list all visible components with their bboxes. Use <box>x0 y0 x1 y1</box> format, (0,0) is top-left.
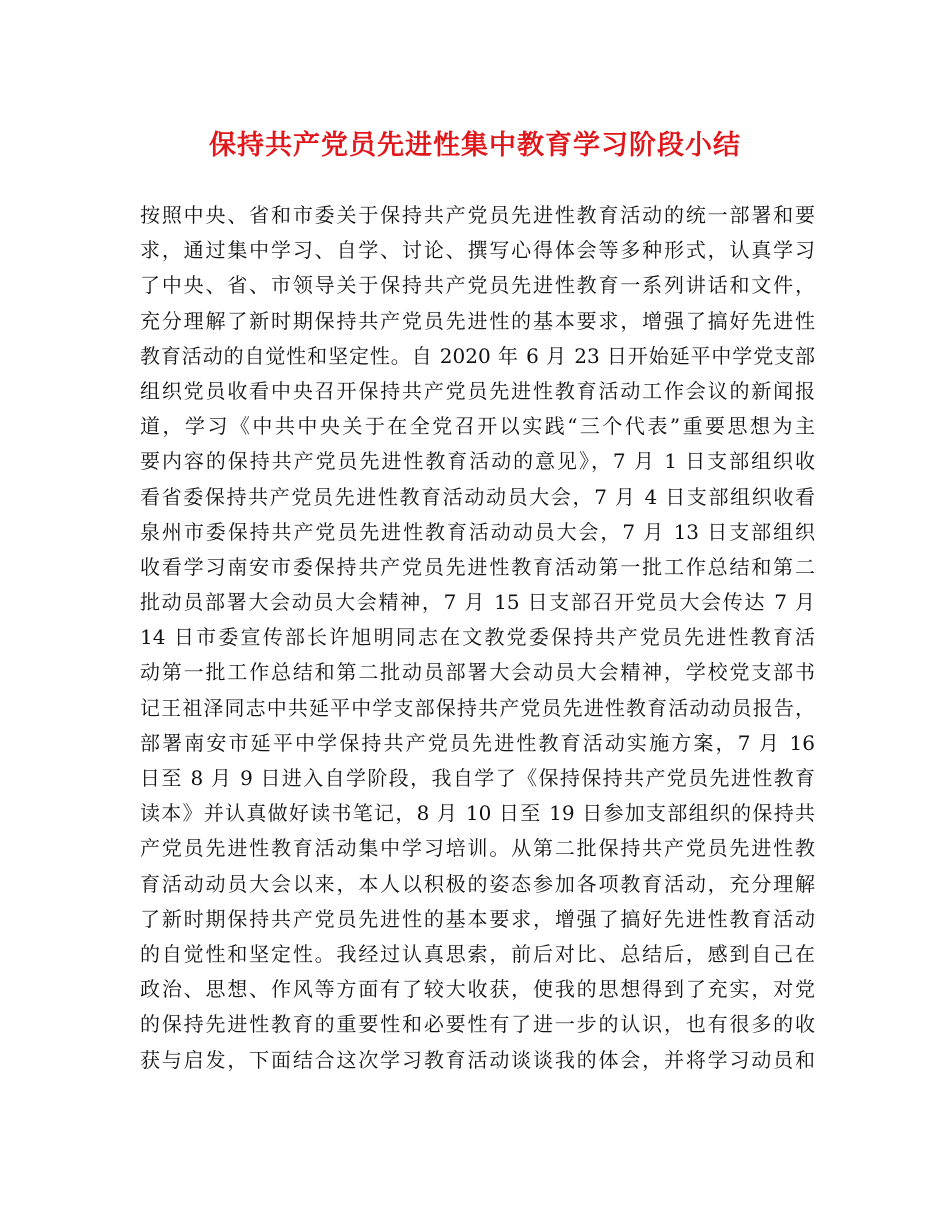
body-line: 收看学习南安市委保持共产党员先进性教育活动第一批工作总结和第二 <box>140 554 815 579</box>
body-line: 组织党员收看中央召开保持共产党员先进性教育活动工作会议的新闻报 <box>140 378 815 403</box>
body-line: 的保持先进性教育的重要性和必要性有了进一步的认识，也有很多的收 <box>140 1012 815 1037</box>
document-title: 保持共产党员先进性集中教育学习阶段小结 <box>209 130 741 161</box>
body-line: 14 日市委宣传部长许旭明同志在文教党委保持共产党员先进性教育活 <box>140 625 815 650</box>
body-line: 记王祖泽同志中共延平中学支部保持共产党员先进性教育活动动员报告， <box>140 695 815 720</box>
body-line: 批动员部署大会动员大会精神，7 月 15 日支部召开党员大会传达 7 月 <box>140 590 815 615</box>
body-line: 日至 8 月 9 日进入自学阶段，我自学了《保持保持共产党员先进性教育 <box>140 766 815 790</box>
body-line: 动第一批工作总结和第二批动员部署大会动员大会精神，学校党支部书 <box>140 660 815 685</box>
body-line: 要内容的保持共产党员先进性教育活动的意见》，7 月 1 日支部组织收 <box>140 449 815 474</box>
body-line: 产党员先进性教育活动集中学习培训。从第二批保持共产党员先进性教 <box>140 836 815 861</box>
body-line: 教育活动的自觉性和坚定性。自 2020 年 6 月 23 日开始延平中学党支部 <box>140 343 815 368</box>
body-line: 按照中央、省和市委关于保持共产党员先进性教育活动的统一部署和要 <box>140 203 815 227</box>
body-line: 读本》并认真做好读书笔记，8 月 10 日至 19 日参加支部组织的保持共 <box>140 801 815 826</box>
document-body <box>140 198 815 1078</box>
body-line: 看省委保持共产党员先进性教育活动动员大会，7 月 4 日支部组织收看 <box>140 484 815 509</box>
body-line: 部署南安市延平中学保持共产党员先进性教育活动实施方案，7 月 16 <box>140 730 815 755</box>
body-line: 泉州市委保持共产党员先进性教育活动动员大会，7 月 13 日支部组织 <box>140 519 815 544</box>
body-line: 了新时期保持共产党员先进性的基本要求，增强了搞好先进性教育活动 <box>140 906 815 931</box>
body-line: 求，通过集中学习、自学、讨论、撰写心得体会等多种形式，认真学习 <box>140 238 815 263</box>
body-line: 政治、思想、作风等方面有了较大收获，使我的思想得到了充实，对党 <box>140 977 815 1002</box>
body-line: 道，学习《中共中央关于在全党召开以实践“三个代表”重要思想为主 <box>140 414 815 439</box>
body-line: 了中央、省、市领导关于保持共产党员先进性教育一系列讲话和文件， <box>140 273 815 298</box>
body-line: 获与启发，下面结合这次学习教育活动谈谈我的体会，并将学习动员和 <box>140 1047 815 1072</box>
body-line: 育活动动员大会以来，本人以积极的姿态参加各项教育活动，充分理解 <box>140 871 815 896</box>
body-line: 的自觉性和坚定性。我经过认真思索，前后对比、总结后，感到自己在 <box>140 941 815 966</box>
body-line: 充分理解了新时期保持共产党员先进性的基本要求，增强了搞好先进性 <box>140 308 815 333</box>
